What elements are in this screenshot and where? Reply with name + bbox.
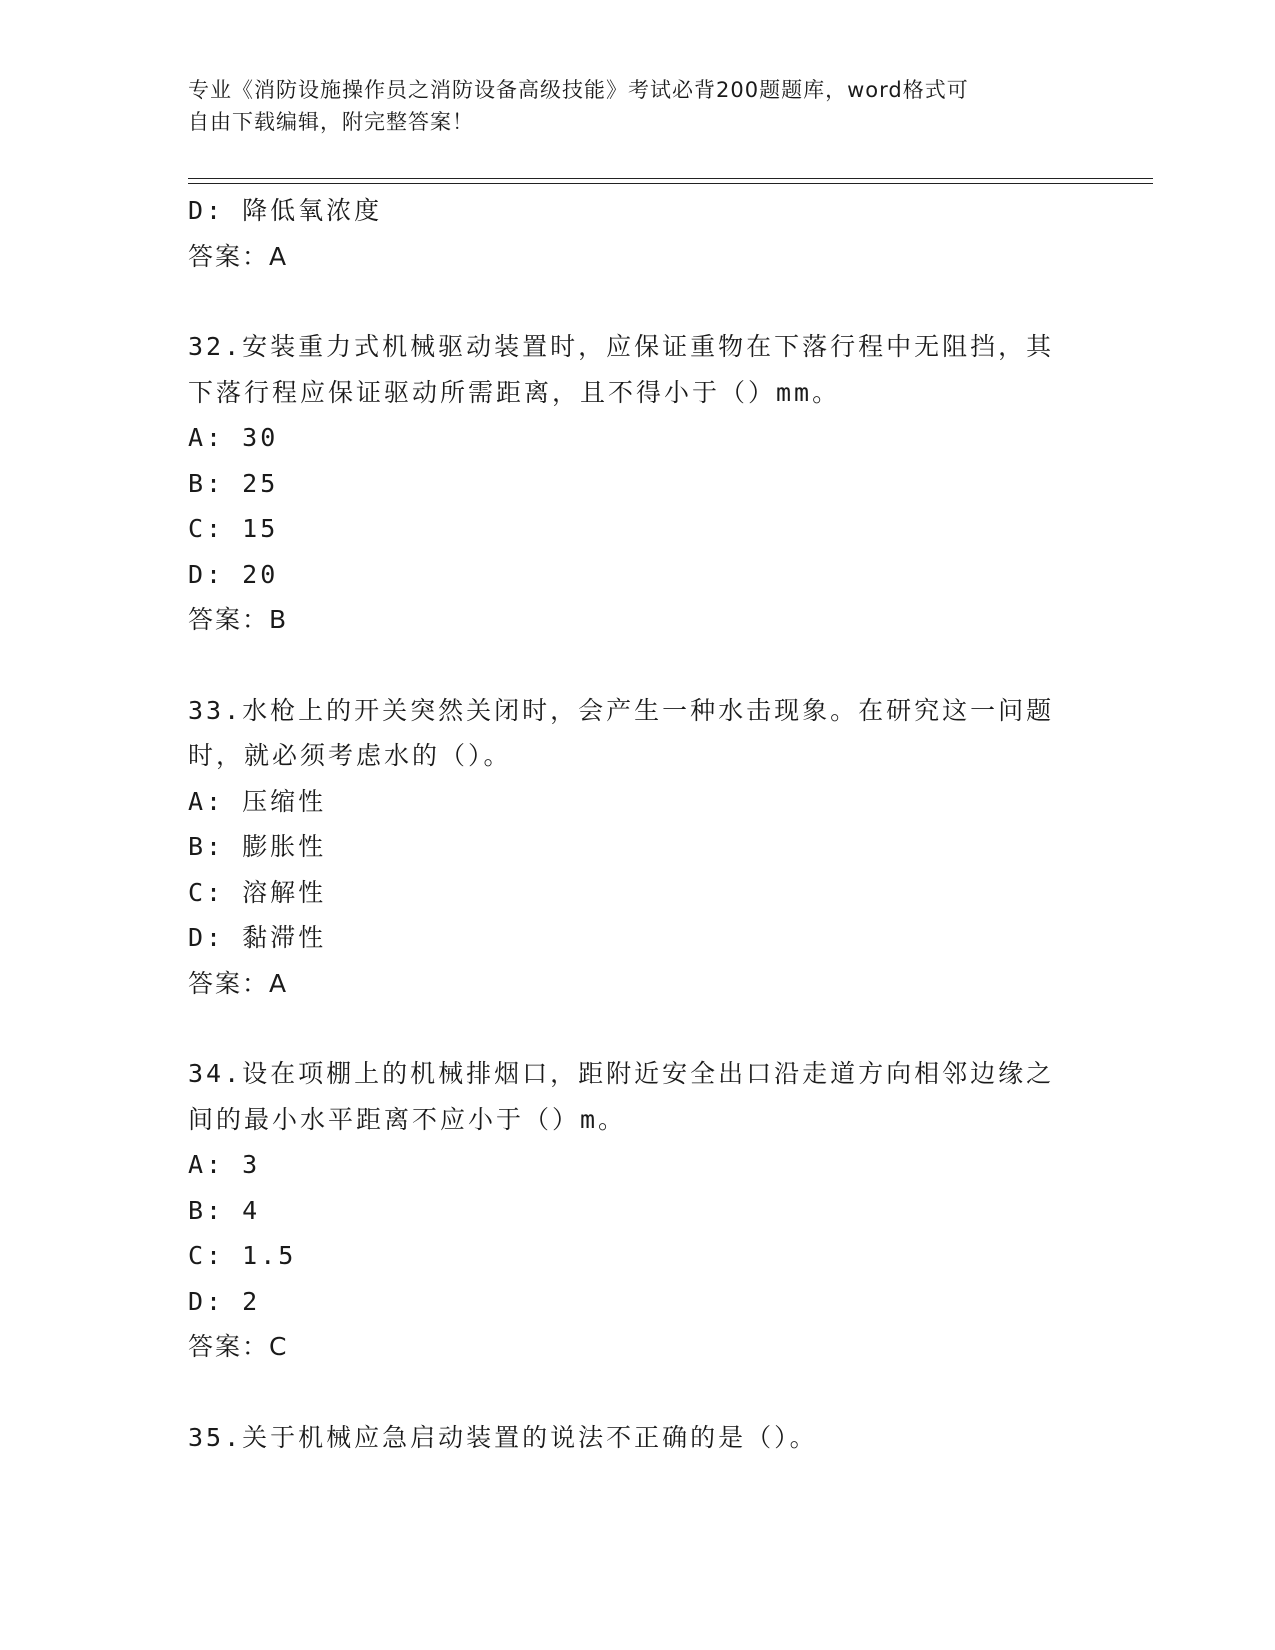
- question-text-line: 32.安装重力式机械驱动装置时，应保证重物在下落行程中无阻挡，其: [188, 332, 1055, 361]
- option-c: C: 1.5: [188, 1241, 297, 1270]
- question-33: [188, 688, 1088, 1007]
- option-d: D: 黏滞性: [188, 923, 327, 952]
- header-line-1: 专业《消防设施操作员之消防设备高级技能》考试必背200题题库，word格式可: [188, 78, 969, 102]
- option-a: A: 压缩性: [188, 786, 327, 816]
- question-32: [188, 324, 1088, 643]
- option-a: A: 3: [188, 1150, 261, 1179]
- answer-line: 答案：A: [188, 968, 289, 998]
- question-text-line: 35.关于机械应急启动装置的说法不正确的是（）。: [188, 1422, 818, 1452]
- question-text-line: 间的最小水平距离不应小于（）m。: [188, 1104, 627, 1134]
- header-line-2: 自由下载编辑，附完整答案！: [188, 110, 474, 134]
- option-d: D: 2: [188, 1286, 261, 1316]
- answer-line: 答案：C: [188, 1332, 289, 1361]
- option-c: C: 15: [188, 514, 279, 543]
- option-b: B: 4: [188, 1195, 261, 1225]
- question-text-line: 34.设在项棚上的机械排烟口，距附近安全出口沿走道方向相邻边缘之: [188, 1059, 1055, 1088]
- option-d: D: 降低氧浓度: [188, 196, 383, 225]
- document-header: [188, 74, 1068, 138]
- option-d: D: 20: [188, 559, 279, 589]
- question-34: [188, 1051, 1088, 1370]
- option-c: C: 溶解性: [188, 877, 327, 907]
- question-text-line: 时，就必须考虑水的（）。: [188, 741, 512, 770]
- header-divider-bottom: [188, 183, 1153, 184]
- question-text-line: 下落行程应保证驱动所需距离，且不得小于（）mm。: [188, 377, 841, 407]
- header-divider-top: [188, 178, 1153, 179]
- question-text-line: 33.水枪上的开关突然关闭时，会产生一种水击现象。在研究这一问题: [188, 695, 1055, 725]
- answer-line: 答案：A: [188, 241, 289, 271]
- option-b: B: 膨胀性: [188, 832, 327, 861]
- answer-line: 答案：B: [188, 605, 289, 634]
- previous-question-tail: [188, 188, 1088, 279]
- question-list: [188, 188, 1088, 1460]
- question-35: [188, 1415, 1088, 1461]
- option-b: B: 25: [188, 468, 279, 498]
- option-a: A: 30: [188, 423, 279, 452]
